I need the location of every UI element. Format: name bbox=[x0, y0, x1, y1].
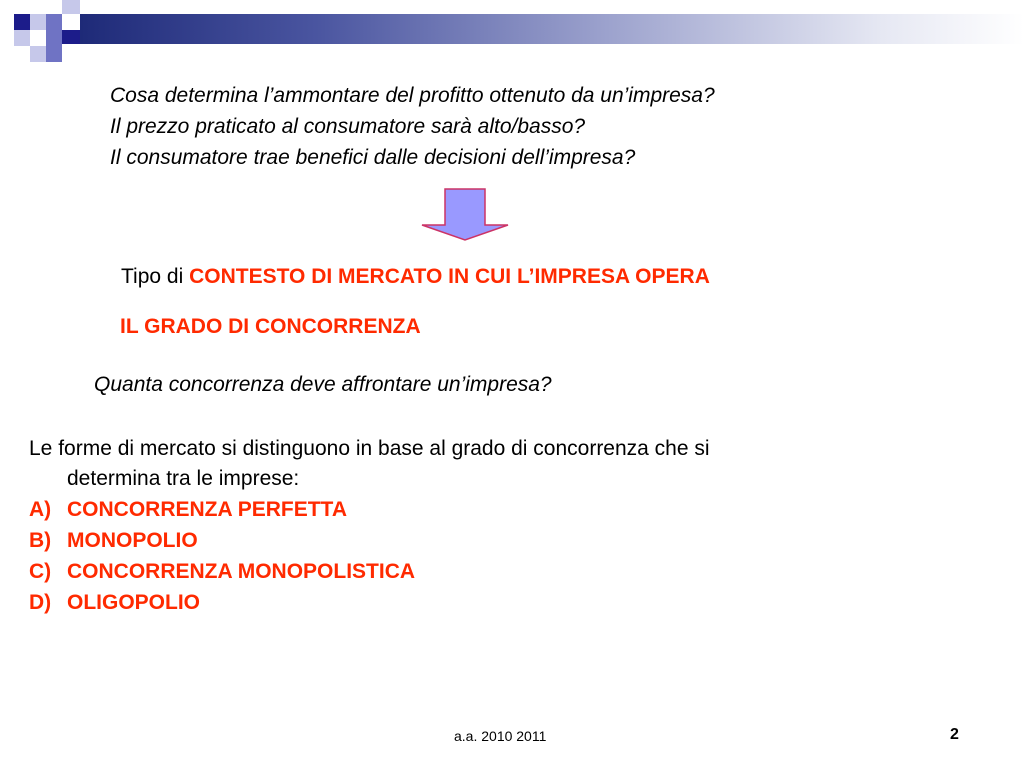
header-square-7 bbox=[62, 30, 80, 44]
header-gradient-bar bbox=[80, 14, 1024, 44]
market-context-line bbox=[121, 266, 710, 287]
list-item-label: MONOPOLIO bbox=[67, 529, 198, 552]
down-arrow-icon bbox=[420, 188, 510, 242]
intro-line-1: Le forme di mercato si distinguono in base al grado di concorrenza che si bbox=[29, 437, 710, 460]
competition-question: Quanta concorrenza deve affrontare un’impresa? bbox=[94, 373, 552, 396]
header-square-6 bbox=[46, 30, 62, 46]
page-number: 2 bbox=[950, 726, 959, 743]
intro-line-2: determina tra le imprese: bbox=[67, 467, 300, 490]
header-square-5 bbox=[14, 30, 30, 46]
header-square-9 bbox=[46, 46, 62, 62]
header-square-4 bbox=[62, 0, 80, 14]
list-item bbox=[29, 499, 347, 520]
header-square-8 bbox=[30, 46, 46, 62]
list-item-label: CONCORRENZA MONOPOLISTICA bbox=[67, 560, 416, 583]
header-square-3 bbox=[46, 14, 62, 30]
competition-degree-heading: IL GRADO DI CONCORRENZA bbox=[120, 315, 421, 338]
list-item bbox=[29, 592, 200, 613]
header-square-1 bbox=[14, 14, 30, 30]
list-item-letter: D) bbox=[29, 591, 52, 614]
question-line-2: Il prezzo praticato al consumatore sarà alto/basso? bbox=[110, 115, 586, 138]
list-item-letter: A) bbox=[29, 498, 52, 521]
list-item-letter: C) bbox=[29, 560, 52, 583]
list-item bbox=[29, 561, 415, 582]
question-line-3: Il consumatore trae benefici dalle decisioni dell’impresa? bbox=[110, 146, 636, 169]
header-square-2 bbox=[30, 14, 46, 30]
market-context-highlight: CONTESTO DI MERCATO IN CUI L’IMPRESA OPERA bbox=[189, 265, 710, 288]
list-item-label: OLIGOPOLIO bbox=[67, 591, 201, 614]
list-item bbox=[29, 530, 198, 551]
list-item-letter: B) bbox=[29, 529, 52, 552]
list-item-label: CONCORRENZA PERFETTA bbox=[67, 498, 347, 521]
question-line-1: Cosa determina l’ammontare del profitto ottenuto da un’impresa? bbox=[110, 84, 715, 107]
footer-academic-year: a.a. 2010 2011 bbox=[454, 728, 547, 744]
market-context-prefix: Tipo di bbox=[121, 265, 190, 288]
